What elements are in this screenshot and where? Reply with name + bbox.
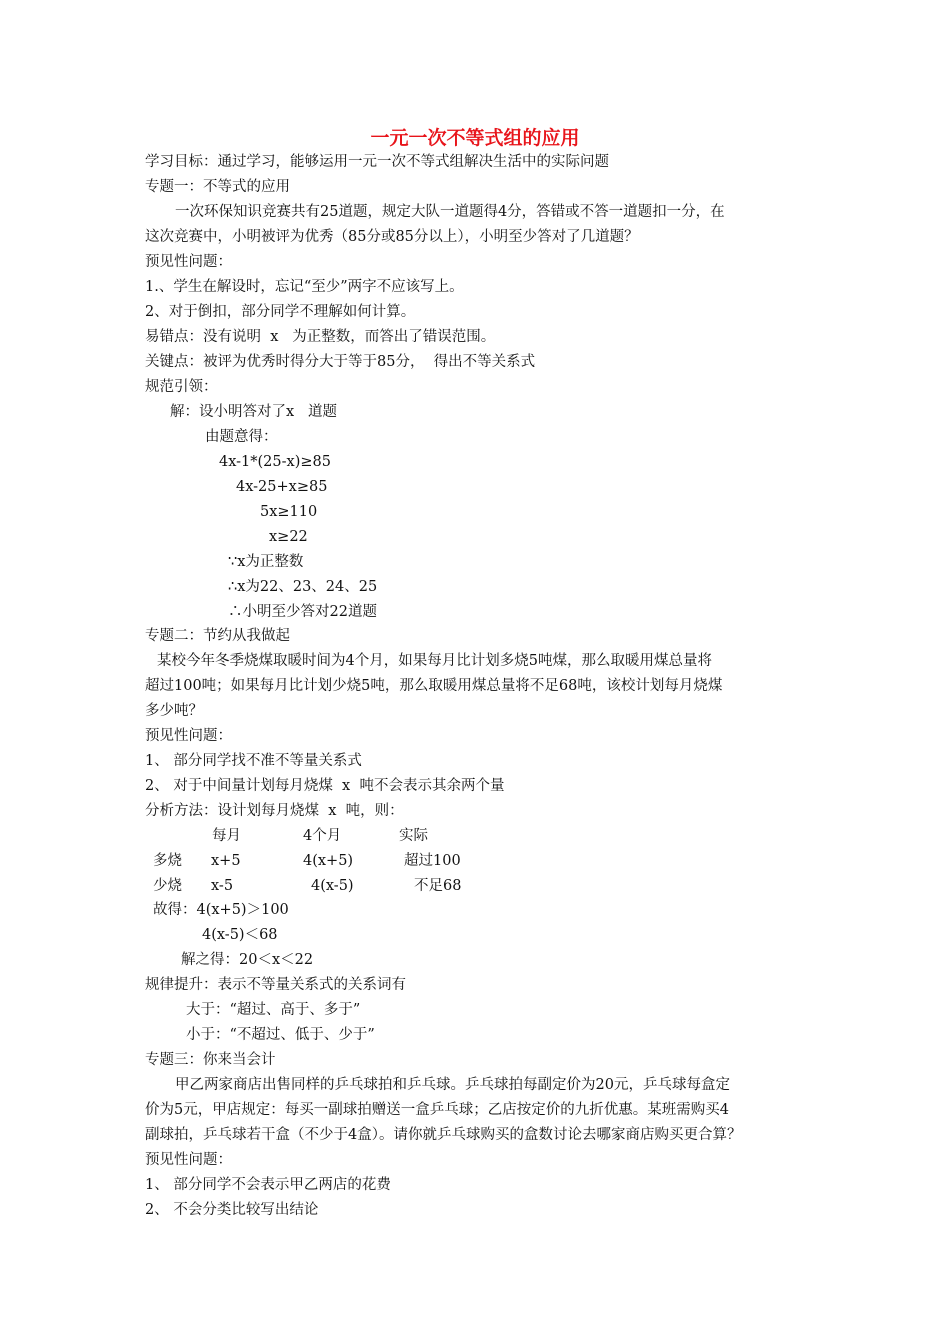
table-row-label: 多烧: [153, 853, 182, 869]
text-line: 2、对于倒扣，部分同学不理解如何计算。: [145, 304, 416, 320]
section-heading: 专题二：节约从我做起: [145, 628, 290, 644]
solution-line: ∵x为正整数: [228, 554, 304, 570]
equation-line: 4x-1*(25-x)≥85: [219, 454, 331, 470]
text-line: 分析方法：设计划每月烧煤 x 吨，则：: [145, 803, 404, 819]
table-header-cell: 实际: [399, 828, 428, 844]
table-row-label: 少烧: [153, 878, 182, 894]
table-header-cell: 每月: [212, 828, 241, 844]
table-cell: 超过100: [404, 853, 461, 869]
text-line: 1、 部分同学找不准不等量关系式: [145, 753, 362, 769]
text-line: 规范引领：: [145, 379, 218, 395]
section-heading: 专题三：你来当会计: [145, 1052, 276, 1068]
text-line: 超过100吨；如果每月比计划少烧5吨，那么取暖用煤总量将不足68吨，该校计划每月烧煤: [145, 678, 723, 694]
solution-line: 由题意得：: [205, 429, 278, 445]
table-cell: x-5: [211, 878, 234, 894]
equation-line: 故得：4(x+5)＞100: [153, 902, 289, 918]
text-line: 2、 不会分类比较写出结论: [145, 1202, 319, 1218]
text-line: 副球拍，乒乓球若干盒（不少于4盒）。请你就乒乓球购买的盒数讨论去哪家商店购买更合算？: [145, 1127, 742, 1143]
solution-line: ∴小明至少答对22道题: [228, 604, 377, 620]
text-line: 学习目标：通过学习，能够运用一元一次不等式组解决生活中的实际问题: [145, 154, 609, 170]
text-line: 预见性问题：: [145, 728, 232, 744]
text-line: 规律提升：表示不等量关系式的关系词有: [145, 977, 406, 993]
text-line: 1、 部分同学不会表示甲乙两店的花费: [145, 1177, 391, 1193]
table-cell: x+5: [211, 853, 241, 869]
text-line: 价为5元，甲店规定：每买一副球拍赠送一盒乒乓球；乙店按定价的九折优惠。某班需购买4: [145, 1102, 729, 1118]
text-line: 多少吨？: [145, 703, 203, 719]
text-line: 小于：“不超过、低于、少于”: [186, 1027, 375, 1043]
text-line: 一次环保知识竞赛共有25道题，规定大队一道题得4分，答错或不答一道题扣一分，在: [175, 204, 725, 220]
equation-line: 5x≥110: [260, 504, 318, 520]
text-line: 某校今年冬季烧煤取暖时间为4个月，如果每月比计划多烧5吨煤，那么取暖用煤总量将: [157, 653, 712, 669]
solution-line: 解：设小明答对了x 道题: [170, 404, 338, 420]
section-heading: 专题一：不等式的应用: [145, 179, 290, 195]
table-cell: 4(x-5): [311, 878, 354, 894]
text-line: 1.、学生在解设时，忘记“至少”两字不应该写上。: [145, 279, 464, 295]
text-line: 2、 对于中间量计划每月烧煤 x 吨不会表示其余两个量: [145, 778, 505, 794]
table-header-cell: 4个月: [303, 828, 342, 844]
text-line: 易错点：没有说明 x 为正整数，而答出了错误范围。: [145, 329, 496, 345]
equation-line: 解之得：20＜x＜22: [181, 952, 314, 968]
solution-line: ∴x为22、23、24、25: [228, 579, 378, 595]
text-line: 预见性问题：: [145, 1152, 232, 1168]
equation-line: x≥22: [269, 529, 308, 545]
text-line: 这次竞赛中，小明被评为优秀（85分或85分以上），小明至少答对了几道题？: [145, 229, 639, 245]
document-title: 一元一次不等式组的应用: [370, 127, 580, 149]
equation-line: 4x-25+x≥85: [236, 479, 328, 495]
table-cell: 不足68: [414, 878, 462, 894]
text-line: 甲乙两家商店出售同样的乒乓球拍和乒乓球。乒乓球拍每副定价为20元，乒乓球每盒定: [175, 1077, 730, 1093]
table-cell: 4(x+5): [303, 853, 354, 869]
text-line: 大于：“超过、高于、多于”: [186, 1002, 361, 1018]
equation-line: 4(x-5)＜68: [202, 927, 278, 943]
text-line: 关键点：被评为优秀时得分大于等于85分， 得出不等关系式: [145, 354, 536, 370]
text-line: 预见性问题：: [145, 254, 232, 270]
